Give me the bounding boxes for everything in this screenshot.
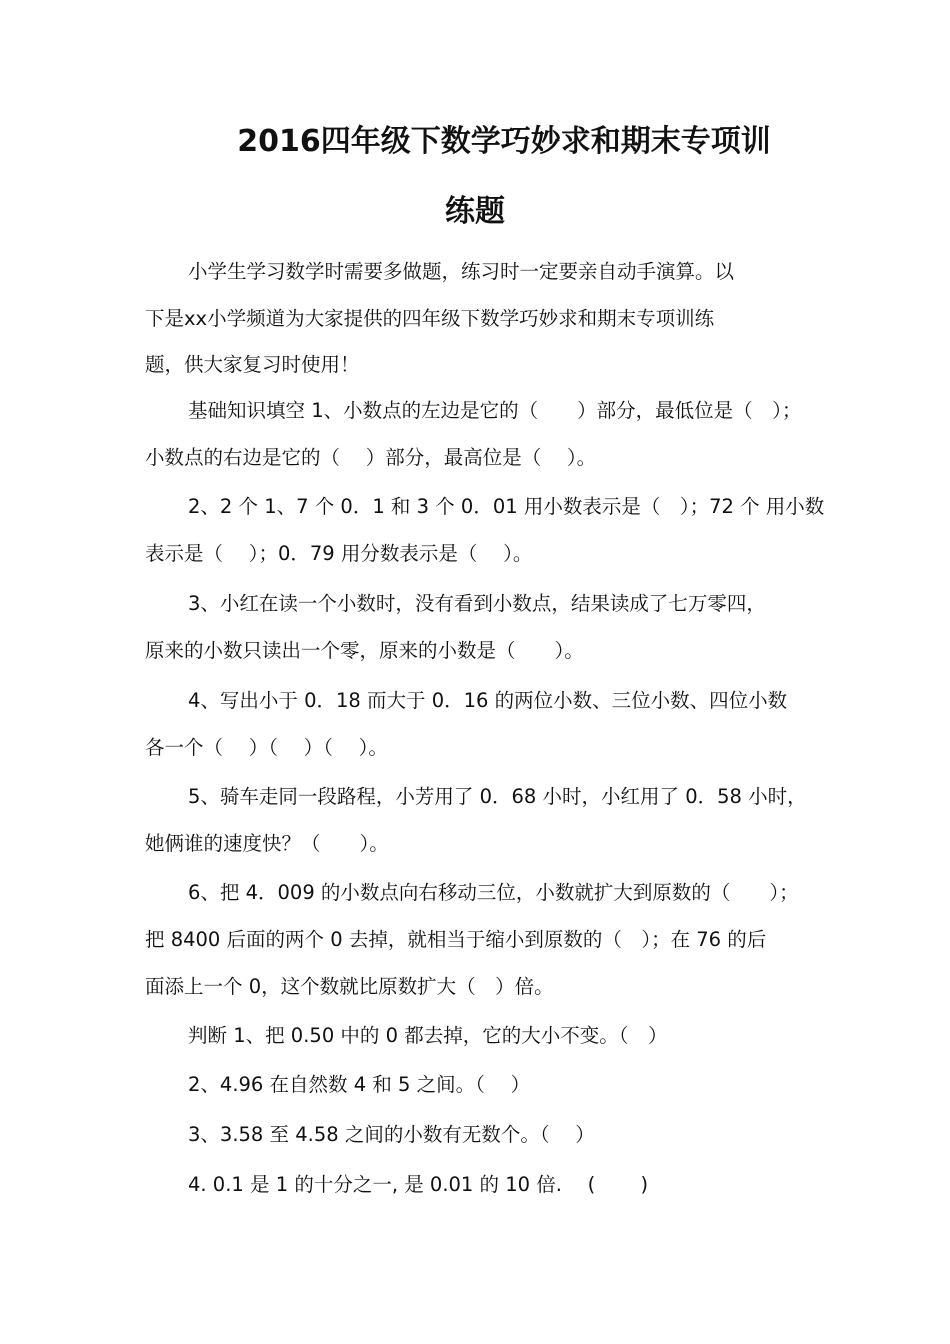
- judge-q1: 判断 1、把 0.50 中的 0 都去掉，它的大小不变。（ ）: [188, 1024, 668, 1047]
- judge-q4: 4. 0.1 是 1 的十分之一, 是 0.01 的 10 倍. ( ): [188, 1173, 649, 1196]
- judge-q2: 2、4.96 在自然数 4 和 5 之间。（ ）: [188, 1073, 531, 1096]
- fill-blank-q5-line-1: 5、骑车走同一段路程，小芳用了 0．68 小时，小红用了 0．58 小时，: [188, 785, 807, 808]
- fill-blank-q6-line-1: 6、把 4．009 的小数点向右移动三位，小数就扩大到原数的（ ）；: [188, 881, 799, 904]
- intro-line-2: 下是xx小学频道为大家提供的四年级下数学巧妙求和期末专项训练: [145, 307, 715, 330]
- intro-line-3: 题，供大家复习时使用！: [145, 353, 360, 376]
- fill-blank-q4-line-2: 各一个（ ）（ ）（ ）。: [145, 736, 388, 759]
- fill-blank-q6-line-2: 把 8400 后面的两个 0 去掉，就相当于缩小到原数的（ ）；在 76 的后: [145, 928, 767, 951]
- judge-q3: 3、3.58 至 4.58 之间的小数有无数个。（ ）: [188, 1123, 595, 1146]
- fill-blank-q1-line-2: 小数点的右边是它的（ ）部分，最高位是（ ）。: [145, 446, 597, 469]
- fill-blank-q2-line-1: 2、2 个 1、7 个 0．1 和 3 个 0．01 用小数表示是（ ）；72 个 用小数: [188, 495, 825, 518]
- document-title-line-2: 练题: [445, 194, 505, 229]
- document-title-line-1: 2016四年级下数学巧妙求和期末专项训: [237, 124, 771, 159]
- fill-blank-q3-line-2: 原来的小数只读出一个零，原来的小数是（ ）。: [145, 639, 584, 662]
- fill-blank-q3-line-1: 3、小红在读一个小数时，没有看到小数点，结果读成了七万零四，: [188, 592, 766, 615]
- fill-blank-q6-line-3: 面添上一个 0，这个数就比原数扩大（ ）倍。: [145, 975, 554, 998]
- intro-line-1: 小学生学习数学时需要多做题，练习时一定要亲自动手演算。以: [188, 260, 735, 283]
- fill-blank-q2-line-2: 表示是（ ）；0．79 用分数表示是（ ）。: [145, 542, 533, 565]
- fill-blank-q1-line-1: 基础知识填空 1、小数点的左边是它的（ ）部分，最低位是（ ）；: [188, 399, 802, 422]
- fill-blank-q4-line-1: 4、写出小于 0．18 而大于 0．16 的两位小数、三位小数、四位小数: [188, 689, 788, 712]
- fill-blank-q5-line-2: 她俩谁的速度快？（ ）。: [145, 832, 389, 855]
